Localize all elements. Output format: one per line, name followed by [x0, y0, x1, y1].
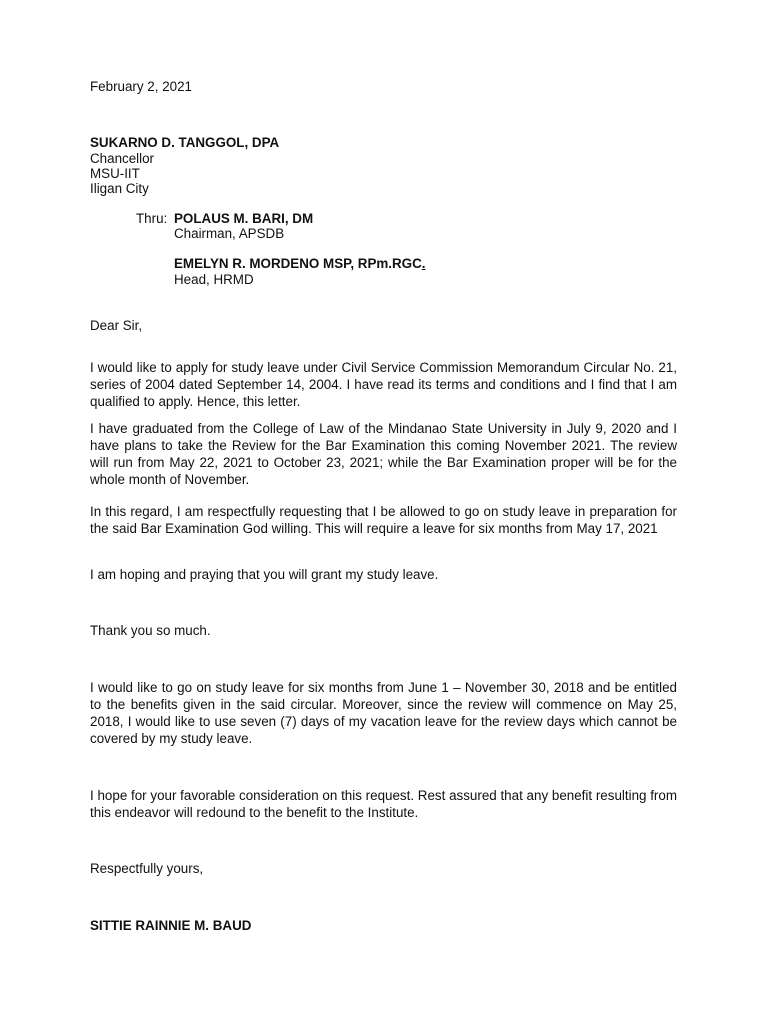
body-paragraph-4: I am hoping and praying that you will grant my study leave. — [90, 567, 439, 582]
body-paragraph-5: Thank you so much. — [90, 623, 211, 638]
thru-first-title: Chairman, APSDB — [174, 226, 285, 241]
body-paragraph-1: I would like to apply for study leave under Civil Service Commission Memorandum Circular No. 21, series of 2004 dated September 14, 2004. I have read its terms and conditions and I find that I am qualified to apply. Hence, this letter. — [90, 360, 677, 409]
thru-first-name: POLAUS M. BARI, DM — [174, 211, 314, 226]
thru-label: Thru: — [136, 211, 168, 226]
body-paragraph-7: I hope for your favorable consideration on this request. Rest assured that any benefit resulting from this endeavor will redound to the benefit to the Institute. — [90, 788, 677, 820]
recipient-name: SUKARNO D. TANGGOL, DPA — [90, 135, 280, 150]
recipient-city: Iligan City — [90, 181, 149, 196]
letter-date: February 2, 2021 — [90, 79, 192, 94]
closing: Respectfully yours, — [90, 861, 204, 876]
thru-second-name-text: EMELYN R. MORDENO MSP, RPm.RGC — [174, 256, 422, 271]
recipient-title: Chancellor — [90, 151, 155, 166]
body-paragraph-6: I would like to go on study leave for six months from June 1 – November 30, 2018 and be entitled to the benefits given in the said circular. Moreover, since the review will commence on May 25, 2018, I would like to use seven (7) days of my vacation leave for the review days which cannot be covered by my study leave. — [90, 680, 677, 746]
body-paragraph-2: I have graduated from the College of Law of the Mindanao State University in July 9, 2020 and I have plans to take the Review for the Bar Examination this coming November 2021. The review will run from May 22, 2021 to October 23, 2021; while the Bar Examination proper will be for the whole month of November. — [90, 421, 677, 487]
thru-second-title: Head, HRMD — [174, 272, 254, 287]
signatory-name: SITTIE RAINNIE M. BAUD — [90, 918, 252, 933]
salutation: Dear Sir, — [90, 318, 143, 333]
thru-second-name-suffix: . — [421, 256, 426, 271]
body-paragraph-3: In this regard, I am respectfully requesting that I be allowed to go on study leave in preparation for the said Bar Examination God willing. This will require a leave for six months from May 17, 2021 — [90, 504, 677, 536]
recipient-org: MSU-IIT — [90, 166, 140, 181]
thru-second-name — [174, 256, 426, 271]
